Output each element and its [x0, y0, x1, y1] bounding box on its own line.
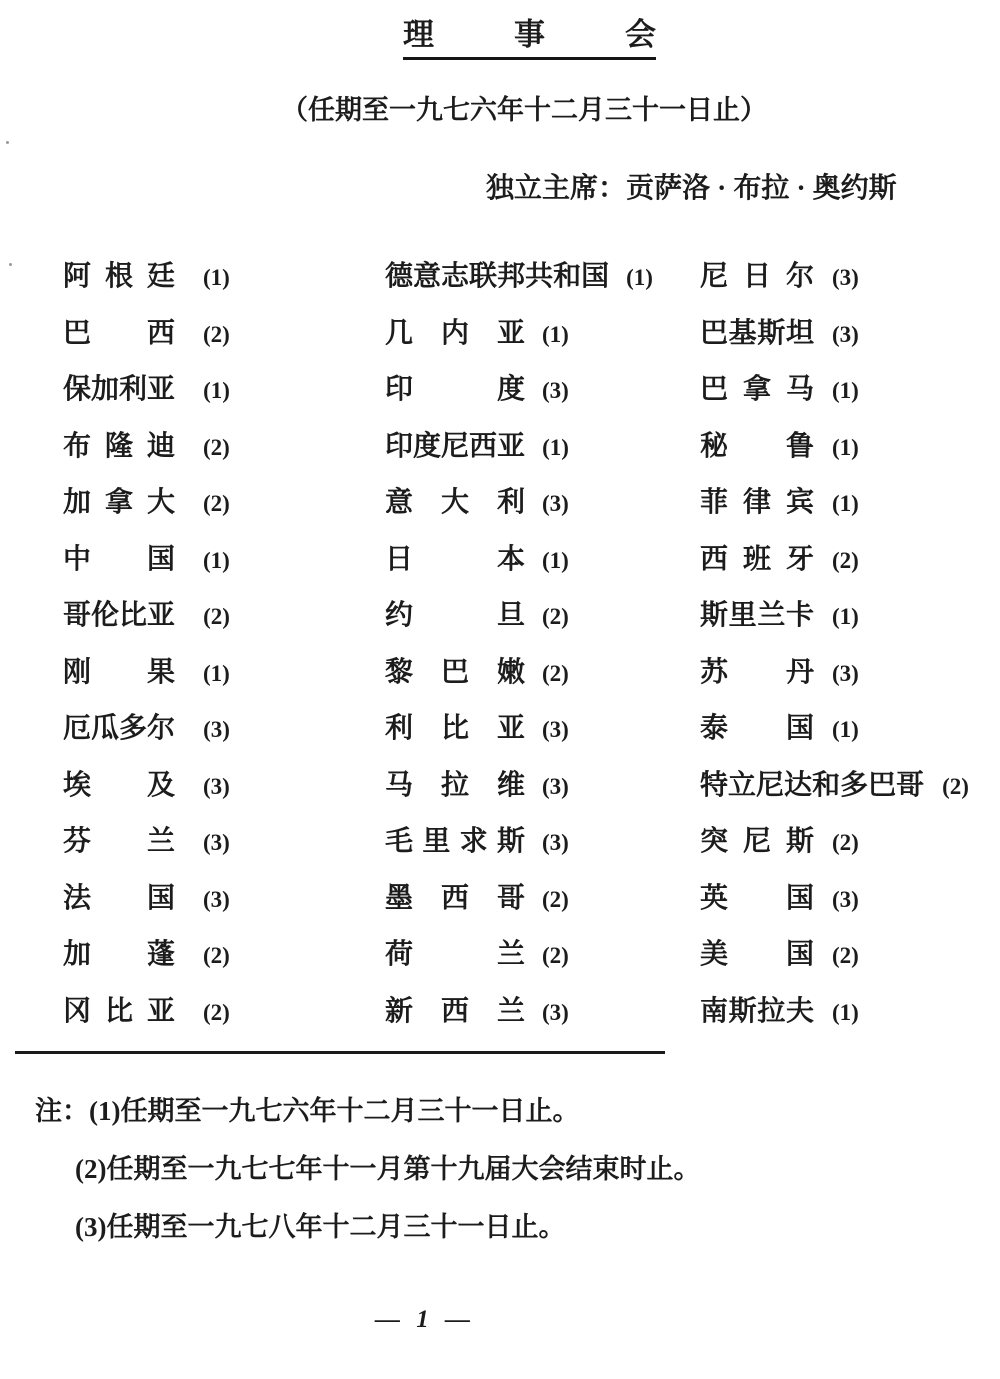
member-name — [700, 375, 814, 405]
member-name — [700, 771, 924, 801]
footnote-2: (2)任期至一九七七年十一月第十九届大会结束时止。 — [75, 1154, 701, 1184]
member-name-char: 大 — [440, 487, 469, 518]
member-name-char: 度 — [496, 374, 525, 405]
member-name-char: 拿 — [104, 487, 133, 518]
member-name-char: 冈 — [63, 995, 92, 1027]
member-name-char: 尔 — [147, 713, 176, 744]
member-term-note: (1) — [832, 604, 859, 629]
member-name-char: 和 — [553, 261, 582, 292]
council-member-row — [385, 375, 653, 432]
member-term-note: (1) — [542, 547, 569, 573]
member-term-note: (2) — [542, 604, 569, 629]
member-name-char: 毛 — [385, 826, 414, 857]
member-term-note: (2) — [542, 660, 569, 686]
member-term-note: (1) — [203, 660, 230, 686]
council-member-row — [63, 545, 230, 602]
member-name-char: 约 — [385, 600, 414, 631]
member-name-char: 兰 — [757, 600, 786, 631]
member-name-char: 国 — [785, 939, 814, 970]
member-name — [63, 262, 175, 292]
member-term-note: (2) — [542, 886, 569, 912]
member-name — [385, 262, 609, 292]
council-member-row — [63, 771, 230, 828]
member-name-char: 本 — [496, 543, 525, 575]
council-member-row — [700, 319, 969, 376]
member-term-note: (3) — [542, 830, 569, 855]
member-name-char: 日 — [385, 543, 414, 575]
council-member-row — [385, 771, 653, 828]
member-name — [700, 940, 814, 970]
member-name-char: 德 — [385, 261, 414, 292]
member-name-char: 坦 — [785, 317, 814, 349]
council-member-row — [700, 940, 969, 997]
member-name-char: 度 — [413, 430, 442, 462]
member-term-note: (1) — [832, 717, 859, 742]
member-name-char: 立 — [728, 769, 757, 801]
member-name-char: 巴 — [868, 769, 897, 801]
member-name-char: 夫 — [785, 995, 814, 1027]
member-name-char: 牙 — [785, 543, 814, 575]
member-name-char: 美 — [700, 939, 729, 970]
member-name-char: 卡 — [785, 600, 814, 631]
member-name-char: 南 — [700, 995, 729, 1027]
member-term-note: (3) — [832, 886, 859, 912]
member-name-char: 兰 — [496, 995, 525, 1027]
member-term-note: (3) — [542, 717, 569, 742]
member-name-char: 斯 — [700, 600, 729, 631]
member-name-char: 志 — [441, 261, 470, 292]
member-term-note: (1) — [832, 999, 859, 1025]
member-name-char: 厄 — [63, 713, 92, 744]
member-name — [63, 375, 175, 405]
member-name — [385, 714, 525, 744]
council-member-row — [385, 658, 653, 715]
footnote-3: (3)任期至一九七八年十二月三十一日止。 — [75, 1212, 566, 1242]
member-name-char: 大 — [146, 487, 175, 518]
member-name-char: 达 — [784, 769, 813, 801]
member-name-char: 廷 — [146, 261, 175, 292]
council-member-row — [385, 319, 653, 376]
council-member-row — [385, 545, 653, 602]
member-name-char: 巴 — [700, 374, 729, 405]
member-name-char: 共 — [525, 261, 554, 292]
member-term-note: (3) — [542, 491, 569, 516]
council-member-row — [700, 545, 969, 602]
member-name — [63, 884, 175, 914]
member-name-char: 亚 — [147, 600, 176, 631]
member-name-char: 迪 — [146, 430, 175, 462]
council-member-row — [700, 884, 969, 941]
member-name-char: 保 — [63, 374, 92, 405]
member-name-char: 斯 — [785, 826, 814, 857]
member-name-char: 利 — [119, 374, 148, 405]
member-name-char: 黎 — [385, 656, 414, 688]
member-term-note: (3) — [542, 773, 569, 799]
council-member-row — [385, 827, 653, 884]
member-term-note: (1) — [542, 434, 569, 460]
member-name-char: 尔 — [785, 261, 814, 292]
member-name-char: 法 — [63, 882, 92, 914]
scan-speck — [9, 263, 12, 266]
member-name-char: 新 — [385, 995, 414, 1027]
member-name-char: 蓬 — [146, 939, 175, 970]
member-term-note: (2) — [203, 999, 230, 1025]
chairman-line: 独立主席：贡萨洛 · 布拉 · 奥约斯 — [486, 173, 897, 204]
council-member-row — [63, 997, 230, 1054]
council-member-row — [63, 375, 230, 432]
member-name-char: 基 — [728, 317, 757, 349]
member-name — [63, 545, 175, 575]
member-name-char: 哥 — [896, 769, 925, 801]
member-name-char: 加 — [63, 487, 92, 518]
member-name-char: 加 — [91, 374, 120, 405]
member-name — [385, 997, 525, 1027]
member-name-char: 邦 — [497, 261, 526, 292]
page-number: — 1 — — [375, 1306, 475, 1333]
member-name-char: 瓜 — [91, 713, 120, 744]
member-name-char: 国 — [146, 543, 175, 575]
member-name-char: 哥 — [496, 882, 525, 914]
horizontal-rule — [15, 1051, 665, 1054]
title-char: 会 — [625, 17, 656, 52]
council-member-row — [63, 488, 230, 545]
member-name-char: 哥 — [63, 600, 92, 631]
council-member-row — [63, 432, 230, 489]
council-member-row — [63, 658, 230, 715]
member-name-char: 意 — [413, 261, 442, 292]
member-name-char: 亚 — [147, 374, 176, 405]
council-member-row — [700, 714, 969, 771]
council-member-row — [700, 997, 969, 1054]
member-name-char: 利 — [385, 713, 414, 744]
member-name — [385, 771, 525, 801]
member-name-char: 加 — [63, 939, 92, 970]
member-name-char: 印 — [385, 374, 414, 405]
member-name-char: 比 — [104, 995, 133, 1027]
member-name — [63, 940, 175, 970]
member-name-char: 里 — [422, 826, 451, 857]
member-name-char: 尼 — [700, 261, 729, 292]
council-member-row — [63, 714, 230, 771]
council-member-row — [385, 262, 653, 319]
council-member-row — [700, 827, 969, 884]
member-term-note: (1) — [832, 378, 859, 403]
member-name — [700, 997, 814, 1027]
member-name-char: 巴 — [440, 656, 469, 688]
council-member-row — [63, 601, 230, 658]
council-member-row — [700, 432, 969, 489]
council-member-row — [385, 714, 653, 771]
member-name-char: 兰 — [496, 939, 525, 970]
member-term-note: (3) — [203, 830, 230, 855]
member-name-char: 中 — [63, 543, 92, 575]
member-name-char: 比 — [440, 713, 469, 744]
member-name — [385, 601, 525, 631]
member-name-char: 西 — [440, 995, 469, 1027]
member-name — [385, 884, 525, 914]
footnotes — [35, 1094, 700, 1268]
member-name — [700, 714, 814, 744]
member-name — [700, 884, 814, 914]
member-name — [700, 432, 814, 462]
member-name-char: 泰 — [700, 713, 729, 744]
member-term-note: (3) — [542, 378, 569, 403]
title-char: 事 — [514, 17, 545, 52]
member-name-char: 亚 — [497, 430, 526, 462]
member-name-char: 意 — [385, 487, 414, 518]
council-member-row — [700, 375, 969, 432]
member-name-char: 特 — [700, 769, 729, 801]
member-name — [63, 319, 175, 349]
member-term-note: (2) — [203, 434, 230, 460]
member-name-char: 求 — [459, 826, 488, 857]
member-name-char: 荷 — [385, 939, 414, 970]
member-name-char: 巴 — [700, 317, 729, 349]
member-term-note: (3) — [832, 321, 859, 347]
council-member-row — [700, 601, 969, 658]
member-column — [63, 262, 230, 1053]
member-name-char: 嫩 — [496, 656, 525, 688]
member-name-char: 斯 — [496, 826, 525, 857]
member-term-note: (2) — [942, 773, 969, 799]
member-term-note: (2) — [203, 943, 230, 968]
member-name-char: 拉 — [757, 995, 786, 1027]
council-member-row — [700, 771, 969, 828]
member-name-char: 马 — [385, 769, 414, 801]
member-name — [63, 771, 175, 801]
member-name — [385, 545, 525, 575]
member-term-note: (3) — [542, 999, 569, 1025]
member-term-note: (3) — [203, 886, 230, 912]
member-name — [385, 319, 525, 349]
member-name-char: 隆 — [104, 430, 133, 462]
page-title — [403, 18, 656, 60]
council-member-row — [700, 262, 969, 319]
member-name-char: 及 — [146, 769, 175, 801]
member-name — [385, 432, 525, 462]
council-member-row — [385, 940, 653, 997]
member-name-char: 墨 — [385, 882, 414, 914]
member-name-char: 西 — [469, 430, 498, 462]
member-term-note: (2) — [542, 943, 569, 968]
member-name — [63, 658, 175, 688]
member-name — [385, 940, 525, 970]
member-name-char: 布 — [63, 430, 92, 462]
member-term-note: (2) — [203, 604, 230, 629]
term-subtitle: （任期至一九七六年十二月三十一日止） — [281, 95, 767, 125]
member-name-char: 亚 — [146, 995, 175, 1027]
member-name-char: 芬 — [63, 826, 92, 857]
member-name — [385, 488, 525, 518]
member-column — [700, 262, 969, 1053]
member-name-char: 几 — [385, 317, 414, 349]
member-name — [63, 432, 175, 462]
member-name — [700, 827, 814, 857]
member-name — [700, 545, 814, 575]
member-term-note: (2) — [203, 321, 230, 347]
member-term-note: (1) — [203, 378, 230, 403]
member-name-char: 刚 — [63, 656, 92, 688]
member-term-note: (2) — [832, 830, 859, 855]
member-name-char: 丹 — [785, 656, 814, 688]
member-term-note: (3) — [203, 717, 230, 742]
council-member-row — [63, 319, 230, 376]
member-name-char: 联 — [469, 261, 498, 292]
member-name-char: 律 — [742, 487, 771, 518]
member-name-char: 巴 — [63, 317, 92, 349]
member-name-char: 尼 — [756, 769, 785, 801]
member-name-char: 班 — [742, 543, 771, 575]
member-name-char: 拿 — [742, 374, 771, 405]
member-name-char: 多 — [840, 769, 869, 801]
member-name-char: 内 — [440, 317, 469, 349]
council-member-row — [700, 658, 969, 715]
council-member-row — [385, 884, 653, 941]
member-name-char: 尼 — [742, 826, 771, 857]
member-term-note: (3) — [203, 773, 230, 799]
member-name — [63, 997, 175, 1027]
member-name-char: 国 — [785, 713, 814, 744]
member-term-note: (3) — [832, 265, 859, 290]
member-name-char: 西 — [440, 882, 469, 914]
member-name-char: 国 — [146, 882, 175, 914]
member-name-char: 马 — [785, 374, 814, 405]
member-name — [700, 262, 814, 292]
council-member-row — [385, 488, 653, 545]
member-name-char: 亚 — [496, 317, 525, 349]
member-name-char: 利 — [496, 487, 525, 518]
member-name-char: 菲 — [700, 487, 729, 518]
footnote-1: 注：(1)任期至一九七六年十二月三十一日止。 — [35, 1096, 580, 1126]
member-name-char: 印 — [385, 430, 414, 462]
member-name-char: 秘 — [700, 430, 729, 462]
member-name-char: 鲁 — [785, 430, 814, 462]
member-name — [385, 827, 525, 857]
member-term-note: (2) — [203, 491, 230, 516]
council-member-row — [63, 884, 230, 941]
member-name — [63, 488, 175, 518]
council-member-row — [63, 827, 230, 884]
member-name-char: 斯 — [757, 317, 786, 349]
member-name-char: 苏 — [700, 656, 729, 688]
member-name-char: 旦 — [496, 600, 525, 631]
member-name-char: 国 — [581, 261, 610, 292]
member-name-char: 和 — [812, 769, 841, 801]
member-name-char: 维 — [496, 769, 525, 801]
council-member-row — [63, 262, 230, 319]
member-name — [63, 714, 175, 744]
member-name-char: 宾 — [785, 487, 814, 518]
member-name-char: 尼 — [441, 430, 470, 462]
member-name-char: 里 — [728, 600, 757, 631]
member-term-note: (1) — [203, 547, 230, 573]
member-name — [385, 658, 525, 688]
member-name — [63, 827, 175, 857]
member-name-char: 伦 — [91, 600, 120, 631]
member-name-char: 西 — [146, 317, 175, 349]
member-name-char: 果 — [146, 656, 175, 688]
member-name — [385, 375, 525, 405]
member-column — [385, 262, 653, 1053]
member-name-char: 亚 — [496, 713, 525, 744]
council-member-row — [63, 940, 230, 997]
member-name-char: 斯 — [728, 995, 757, 1027]
member-term-note: (1) — [832, 434, 859, 460]
member-term-note: (3) — [832, 660, 859, 686]
member-name-char: 多 — [119, 713, 148, 744]
member-term-note: (1) — [203, 265, 230, 290]
council-member-row — [385, 601, 653, 658]
member-name — [63, 601, 175, 631]
member-term-note: (1) — [626, 265, 653, 290]
member-name-char: 国 — [785, 882, 814, 914]
member-name-char: 英 — [700, 882, 729, 914]
member-name-char: 日 — [742, 261, 771, 292]
member-name-char: 比 — [119, 600, 148, 631]
member-term-note: (2) — [832, 547, 859, 573]
member-term-note: (1) — [542, 321, 569, 347]
council-member-row — [385, 432, 653, 489]
scan-speck — [6, 141, 9, 144]
council-member-row — [700, 488, 969, 545]
member-name-char: 根 — [104, 261, 133, 292]
member-name-char: 埃 — [63, 769, 92, 801]
member-name-char: 突 — [700, 826, 729, 857]
member-name — [700, 488, 814, 518]
member-term-note: (1) — [832, 491, 859, 516]
council-member-row — [385, 997, 653, 1054]
member-name-char: 阿 — [63, 261, 92, 292]
member-name — [700, 601, 814, 631]
member-name-char: 兰 — [146, 826, 175, 857]
title-char: 理 — [403, 17, 434, 52]
member-name-char: 拉 — [440, 769, 469, 801]
member-name — [700, 319, 814, 349]
member-name-char: 西 — [700, 543, 729, 575]
member-name — [700, 658, 814, 688]
member-term-note: (2) — [832, 943, 859, 968]
